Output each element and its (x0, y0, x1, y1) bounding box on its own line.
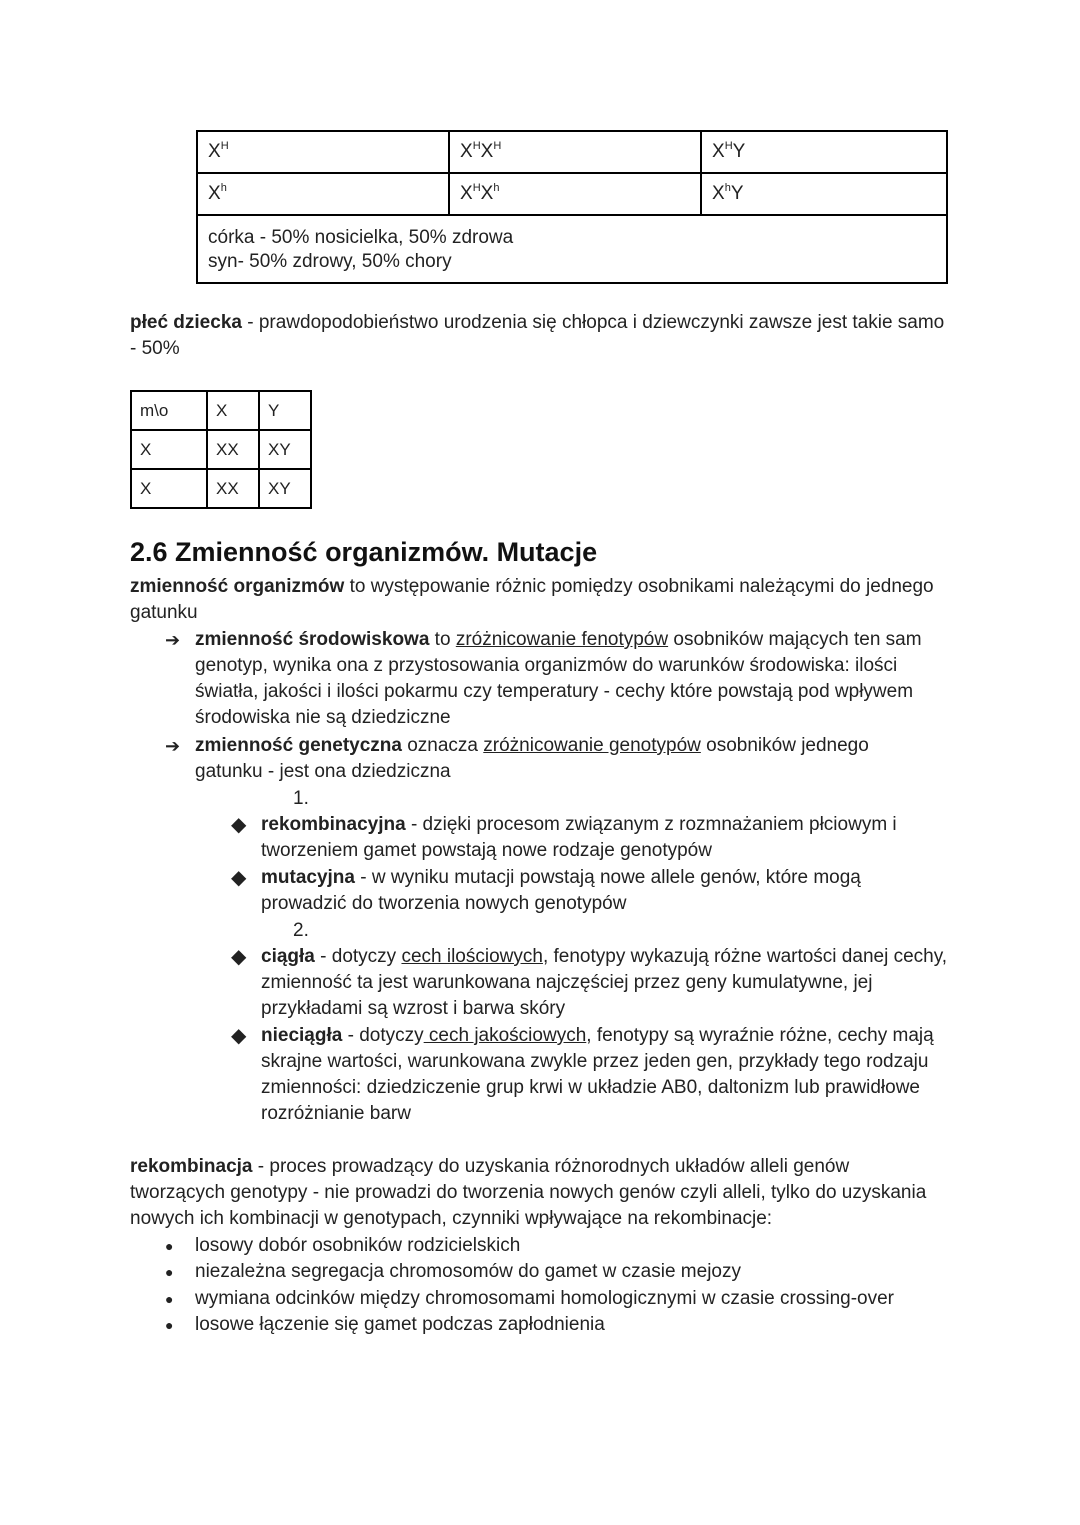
list-item: ◆ mutacyjna - w wyniku mutacji powstają nowe allele genów, które mogą prowadzić do tworzenia nowych genotypów (231, 867, 861, 914)
list-item: ◆ rekombinacyjna - dzięki procesom związanym z rozmnażaniem płciowym i tworzeniem gamet powstają nowe rodzaje genotypów (231, 814, 897, 861)
table-row (197, 131, 947, 173)
sex-paragraph: płeć dziecka - prawdopodobieństwo urodzenia się chłopca i dziewczynki zawsze jest takie samo - 50% (130, 312, 945, 359)
table-cell: $X^H$ (197, 131, 449, 173)
list-item: ➔ zmienność genetyczna oznacza zróżnicowanie genotypów osobników jednego gatunku - jest ona dziedziczna (165, 735, 869, 782)
bullet-icon: ● (165, 1264, 174, 1280)
table-row (131, 469, 311, 508)
list-item: ● wymiana odcinków między chromosomami homologicznymi w czasie crossing-over (195, 1286, 955, 1312)
list-item: ● niezależna segregacja chromosomów do gamet w czasie mejozy (195, 1259, 955, 1285)
table-cell: m\o (131, 391, 207, 430)
note-line: syn- 50% zdrowy, 50% chory (208, 251, 452, 272)
list-item: ◆ ciągła - dotyczy cech ilościowych, fenotypy wykazują różne wartości danej cechy, zmienność ta jest warunkowana najczęściej przez geny kumulatywne, jej przykładami są wzrost i barwa skóry (231, 946, 948, 1019)
cross-table (196, 130, 948, 284)
table-cell: X (207, 391, 259, 430)
section-title: 2.6 Zmienność organizmów. Mutacje (130, 537, 598, 567)
diamond-bullet-icon: ◆ (231, 1025, 247, 1047)
list-item: ➔ zmienność środowiskowa to zróżnicowanie fenotypów osobników mających ten sam genotyp, wynika ona z przystosowania organizmów do warunków środowiska: ilości światła, jakości i ilości pokarmu czy temperatury - cechy które powstają pod wpływem środowiska nie są dziedziczne (165, 629, 922, 728)
arrow-icon: ➔ (165, 736, 181, 756)
table-cell: XX (207, 469, 259, 508)
table-row (197, 173, 947, 215)
table-cell: XX (207, 430, 259, 469)
list-number: 1. (293, 788, 309, 809)
sex-table (130, 390, 312, 509)
table-note (197, 215, 947, 283)
diamond-bullet-icon: ◆ (231, 867, 247, 889)
table-cell: XY (259, 430, 311, 469)
table-cell: $X^h$ (197, 173, 449, 215)
table-cell: Y (259, 391, 311, 430)
table-cell: $X^HX^H$ (449, 131, 701, 173)
list-item: ● losowe łączenie się gamet podczas zapłodnienia (195, 1312, 955, 1338)
table-cell: X (131, 469, 207, 508)
note-line: córka - 50% nosicielka, 50% zdrowa (208, 227, 514, 248)
list-number: 2. (293, 920, 309, 941)
table-cell: $X^HY$ (701, 131, 947, 173)
table-row (197, 215, 947, 283)
table-row (131, 430, 311, 469)
table-cell: XY (259, 469, 311, 508)
list-item: ● losowy dobór osobników rodzicielskich (195, 1233, 955, 1259)
variability-paragraph: zmienność organizmów to występowanie różnic pomiędzy osobnikami należącymi do jednego gatunku (130, 576, 934, 623)
diamond-bullet-icon: ◆ (231, 946, 247, 968)
table-cell: X (131, 430, 207, 469)
term: płeć dziecka (130, 312, 242, 333)
list-item: ◆ nieciągła - dotyczy cech jakościowych, fenotypy są wyraźnie różne, cechy mają skrajne wartości, warunkowana zwykle przez jeden gen, przykłady tego rodzaju zmienności: dziedziczenie grup krwi w układzie AB0, daltonizm lub prawidłowe rozróżnianie barw (231, 1025, 934, 1124)
diamond-bullet-icon: ◆ (231, 814, 247, 836)
bullet-icon: ● (165, 1238, 174, 1254)
table-cell: $X^HX^h$ (449, 173, 701, 215)
bullet-icon: ● (165, 1317, 174, 1333)
arrow-icon: ➔ (165, 630, 181, 650)
recombination-paragraph: rekombinacja - proces prowadzący do uzyskania różnorodnych układów alleli genów tworzących genotypy - nie prowadzi do tworzenia nowych genów czyli alleli, tylko do uzyskania nowych ich kombinacji w genotypach, czynniki wpływające na rekombinacje: (130, 1156, 927, 1229)
table-row (131, 391, 311, 430)
table-cell: $X^hY$ (701, 173, 947, 215)
bullet-icon: ● (165, 1291, 174, 1307)
